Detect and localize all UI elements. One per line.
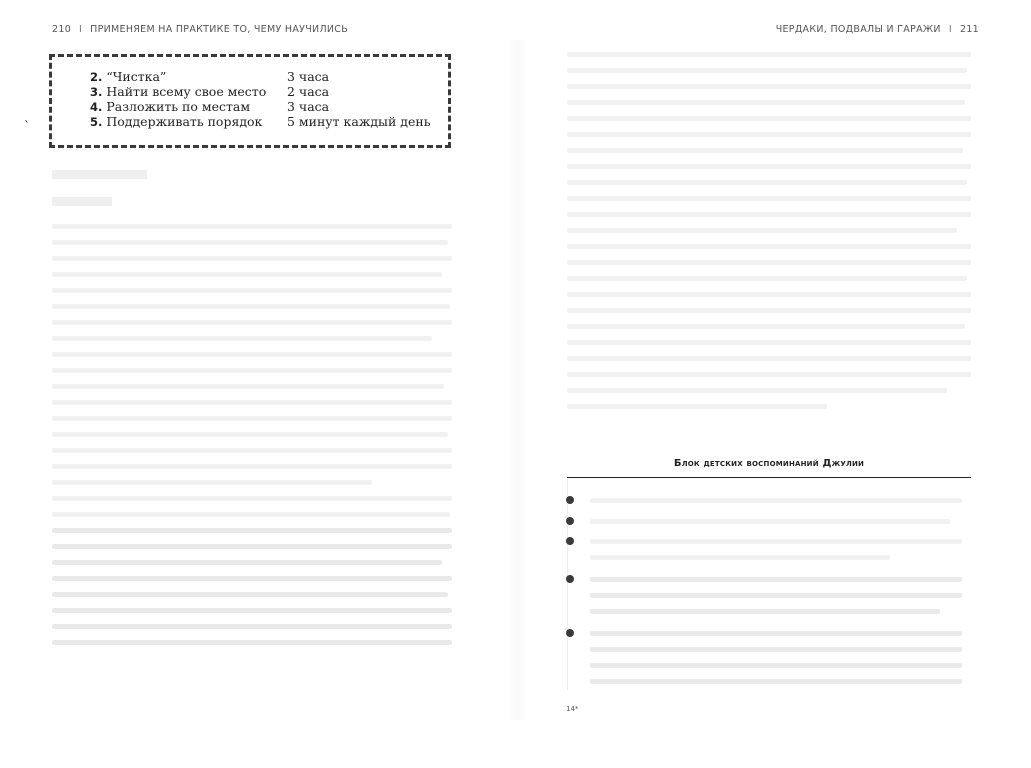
faded-bullet-text: [590, 498, 962, 514]
task-row: [90, 114, 448, 129]
faded-bullet-text: [590, 577, 962, 625]
bullet-dot: [566, 537, 574, 545]
faded-bullet-text: [590, 519, 962, 535]
task-row: [90, 69, 448, 84]
bullet-dot: [566, 496, 574, 504]
right-running-head: [776, 24, 979, 35]
task-number: 2.: [90, 70, 103, 84]
right-running-head-separator: I: [948, 24, 952, 35]
task-number: 5.: [90, 115, 103, 129]
task-name: [90, 84, 287, 99]
task-time-box: [49, 54, 451, 148]
memory-box-rule: [567, 477, 971, 478]
task-time: 3 часа: [287, 69, 330, 84]
left-faded-body-text: [52, 170, 452, 656]
task-number: 4.: [90, 100, 103, 114]
left-running-head-separator: I: [79, 24, 83, 35]
task-number: 3.: [90, 85, 103, 99]
bullet-dot: [566, 629, 574, 637]
task-label: Поддерживать порядок: [106, 114, 263, 129]
right-faded-body-text: [567, 52, 971, 420]
bullet-dot: [566, 517, 574, 525]
right-running-head-title: ЧЕРДАКИ, ПОДВАЛЫ И ГАРАЖИ: [775, 24, 941, 35]
task-name: [90, 99, 287, 114]
task-label: Найти всему свое место: [106, 84, 267, 99]
faded-bullet-text: [590, 631, 962, 695]
task-label: “Чистка”: [106, 69, 167, 84]
memory-box-title: Блок детских воспоминаний Джулии: [673, 458, 865, 469]
task-time: 5 минут каждый день: [287, 114, 431, 129]
memory-box-side-rule: [567, 478, 568, 690]
sheet-signature-mark: 14*: [566, 705, 579, 713]
faded-bullet-text: [590, 539, 962, 571]
left-page-number: 210: [52, 24, 72, 35]
stray-tick-mark: `: [24, 119, 30, 133]
task-name: [90, 114, 287, 129]
left-running-head: [52, 24, 348, 35]
task-time: 3 часа: [287, 99, 330, 114]
task-label: Разложить по местам: [106, 99, 251, 114]
right-page-number: 211: [959, 24, 979, 35]
bullet-dot: [566, 575, 574, 583]
left-running-head-title: ПРИМЕНЯЕМ НА ПРАКТИКЕ ТО, ЧЕМУ НАУЧИЛИСЬ: [90, 24, 349, 35]
task-name: [90, 69, 287, 84]
task-row: [90, 84, 448, 99]
task-row: [90, 99, 448, 114]
task-time: 2 часа: [287, 84, 330, 99]
